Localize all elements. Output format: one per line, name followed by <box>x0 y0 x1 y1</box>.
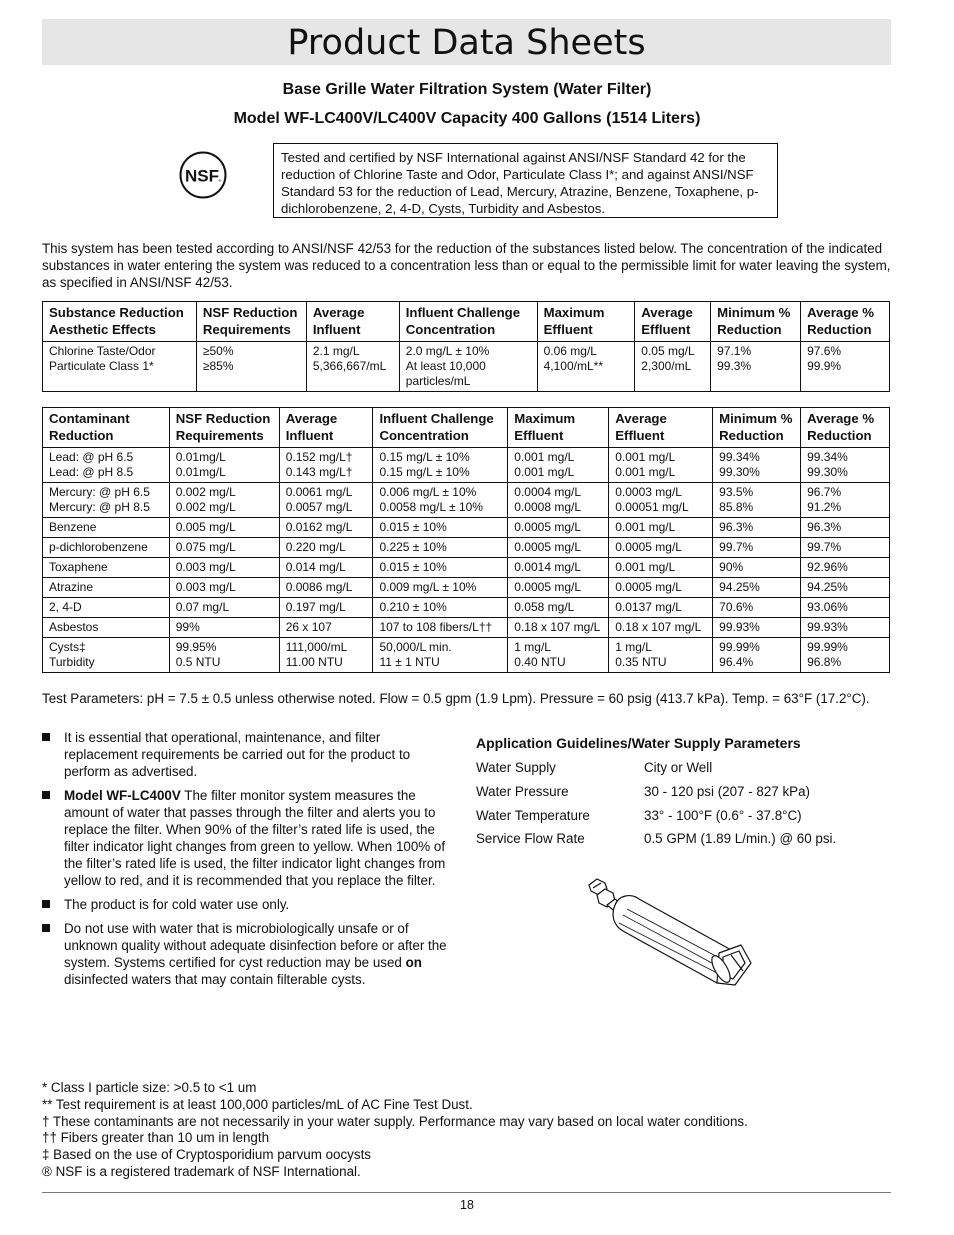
table-cell: 93.5% 85.8% <box>713 483 801 518</box>
table-row <box>43 538 890 558</box>
list-item: Model WF-LC400V The filter monitor system measures the amount of water that passes through the filter and alerts you to replace the filter. When 90% of the filter’s rated life is used, the filter indicator light changes from green to yellow. When 100% of the filter’s rated life is used, the filter indicator light changes from yellow to red, and it is recommended that you replace the filter. <box>42 787 457 889</box>
table-cell: 0.015 ± 10% <box>373 558 508 578</box>
list-item: It is essential that operational, maintenance, and filter replacement requirements be carried out for the product to perform as advertised. <box>42 729 457 780</box>
column-header: Average Effluent <box>609 408 713 448</box>
table-header-row <box>43 408 890 448</box>
table-cell: 99.34% 99.30% <box>801 448 890 483</box>
table-cell: 0.001 mg/L <box>609 518 713 538</box>
table-cell: 0.152 mg/L† 0.143 mg/L† <box>279 448 373 483</box>
table-cell: 107 to 108 fibers/L†† <box>373 618 508 638</box>
page-number: 18 <box>460 1198 474 1212</box>
certification-box: Tested and certified by NSF International against ANSI/NSF Standard 42 for the reduction of Chlorine Taste and Odor, Particulate Class I*; and against ANSI/NSF Standard 53 for the reduction of Lead, Mercury, Atrazine, Benzene, Toxaphene, p-dichlorobenzene, 2, 4-D, Cysts, Turbidity and Asbestos. <box>273 143 778 218</box>
table-row <box>43 558 890 578</box>
column-header: Average Influent <box>279 408 373 448</box>
column-header: Contaminant Reduction <box>43 408 170 448</box>
table-cell: 0.014 mg/L <box>279 558 373 578</box>
table-cell: 0.18 x 107 mg/L <box>609 618 713 638</box>
table-cell: 99.99% 96.4% <box>713 638 801 673</box>
application-guidelines-title: Application Guidelines/Water Supply Parameters <box>476 735 801 751</box>
table-row <box>43 448 890 483</box>
column-header: Average Influent <box>306 302 399 342</box>
footnotes <box>42 1080 892 1181</box>
table-cell: 0.18 x 107 mg/L <box>508 618 609 638</box>
table-cell: p-dichlorobenzene <box>43 538 170 558</box>
table-cell: 0.006 mg/L ± 10% 0.0058 mg/L ± 10% <box>373 483 508 518</box>
table-cell: 0.07 mg/L <box>169 598 279 618</box>
test-parameters: Test Parameters: pH = 7.5 ± 0.5 unless otherwise noted. Flow = 0.5 gpm (1.9 Lpm). Pressure = 60 psig (413.7 kPa). Temp. = 63°F (17.2°C). <box>42 691 870 706</box>
page-title: Product Data Sheets <box>287 23 646 63</box>
table-cell: Lead: @ pH 6.5 Lead: @ pH 8.5 <box>43 448 170 483</box>
table-cell: 97.6% 99.9% <box>801 342 890 392</box>
table-row <box>43 618 890 638</box>
table-cell: 99.95% 0.5 NTU <box>169 638 279 673</box>
table-cell: 96.3% <box>713 518 801 538</box>
table-cell: 2, 4-D <box>43 598 170 618</box>
column-header: Minimum % Reduction <box>713 408 801 448</box>
table-cell: 0.0061 mg/L 0.0057 mg/L <box>279 483 373 518</box>
table-cell: 0.009 mg/L ± 10% <box>373 578 508 598</box>
column-header: Influent Challenge Concentration <box>373 408 508 448</box>
table-cell: 0.0005 mg/L <box>609 538 713 558</box>
column-header: Maximum Effluent <box>537 302 635 342</box>
footnote: † These contaminants are not necessarily in your water supply. Performance may vary based on local water conditions. <box>42 1113 748 1129</box>
column-header: Average % Reduction <box>801 408 890 448</box>
table-cell: Toxaphene <box>43 558 170 578</box>
table-row <box>43 578 890 598</box>
column-header: Maximum Effluent <box>508 408 609 448</box>
footnote: * Class I particle size: >0.5 to <1 um <box>42 1080 257 1095</box>
bullet-square-icon <box>42 791 50 799</box>
table-row <box>43 518 890 538</box>
table-cell: 70.6% <box>713 598 801 618</box>
table-cell: 0.220 mg/L <box>279 538 373 558</box>
bullet-square-icon <box>42 900 50 908</box>
nsf-logo-text: NSF <box>185 166 219 186</box>
footnote: ® NSF is a registered trademark of NSF International. <box>42 1163 361 1179</box>
water-filter-illustration <box>583 875 755 993</box>
table-cell: 0.0003 mg/L 0.00051 mg/L <box>609 483 713 518</box>
table-cell: 0.0005 mg/L <box>609 578 713 598</box>
table-cell: 99% <box>169 618 279 638</box>
table-cell: 2.0 mg/L ± 10% At least 10,000 particles/mL <box>399 342 537 392</box>
column-header: NSF Reduction Requirements <box>169 408 279 448</box>
table-cell: 0.003 mg/L <box>169 578 279 598</box>
column-header: Average % Reduction <box>801 302 890 342</box>
table-cell: 0.0162 mg/L <box>279 518 373 538</box>
contaminant-reduction-table <box>42 407 890 673</box>
table-cell: 99.7% <box>713 538 801 558</box>
table-cell: 0.05 mg/L 2,300/mL <box>635 342 711 392</box>
model-subtitle: Model WF-LC400V/LC400V Capacity 400 Gallons (1514 Liters) <box>233 110 701 127</box>
intro-paragraph: This system has been tested according to ANSI/NSF 42/53 for the reduction of the substances listed below. The concentration of the indicated substances in water entering the system was reduced to a concentration less than or equal to the permissible limit for water leaving the system, as specified in ANSI/NSF 42/53. <box>42 241 891 290</box>
table-cell: 0.001 mg/L 0.001 mg/L <box>508 448 609 483</box>
table-cell: 0.0005 mg/L <box>508 518 609 538</box>
column-header: Average Effluent <box>635 302 711 342</box>
table-cell: ≥50% ≥85% <box>196 342 306 392</box>
bullet-square-icon <box>42 733 50 741</box>
table-cell: 0.0137 mg/L <box>609 598 713 618</box>
table-row <box>43 342 890 392</box>
table-cell: 26 x 107 <box>279 618 373 638</box>
table-cell: 0.003 mg/L <box>169 558 279 578</box>
table-cell: 99.93% <box>801 618 890 638</box>
table-cell: 0.001 mg/L <box>609 558 713 578</box>
svg-text:®: ® <box>218 178 222 183</box>
nsf-logo-icon <box>179 151 227 199</box>
table-cell: 0.0005 mg/L <box>508 538 609 558</box>
table-row <box>43 483 890 518</box>
table-cell: 1 mg/L 0.35 NTU <box>609 638 713 673</box>
table-cell: 0.015 ± 10% <box>373 518 508 538</box>
table-cell: 97.1% 99.3% <box>711 342 801 392</box>
table-cell: 0.01mg/L 0.01mg/L <box>169 448 279 483</box>
table-cell: 0.197 mg/L <box>279 598 373 618</box>
list-item: Do not use with water that is microbiologically unsafe or of unknown quality without adequate disinfection before or after the system. Systems certified for cyst reduction may be used on disinfected waters that may contain filterable cysts. <box>42 920 457 988</box>
table-cell: 2.1 mg/L 5,366,667/mL <box>306 342 399 392</box>
table-cell: Cysts‡ Turbidity <box>43 638 170 673</box>
table-cell: 0.075 mg/L <box>169 538 279 558</box>
table-cell: 0.0005 mg/L <box>508 578 609 598</box>
table-cell: 0.210 ± 10% <box>373 598 508 618</box>
table-cell: Atrazine <box>43 578 170 598</box>
header-bar <box>42 19 891 65</box>
table-cell: 0.002 mg/L 0.002 mg/L <box>169 483 279 518</box>
table-cell: Mercury: @ pH 6.5 Mercury: @ pH 8.5 <box>43 483 170 518</box>
bullet-square-icon <box>42 924 50 932</box>
table-cell: Asbestos <box>43 618 170 638</box>
aesthetic-effects-table <box>42 301 890 392</box>
list-item: The product is for cold water use only. <box>42 896 457 913</box>
product-subtitle: Base Grille Water Filtration System (Water Filter) <box>282 81 652 98</box>
footnote: ‡ Based on the use of Cryptosporidium parvum oocysts <box>42 1147 371 1163</box>
table-cell: 90% <box>713 558 801 578</box>
table-cell: 111,000/mL 11.00 NTU <box>279 638 373 673</box>
table-cell: 0.005 mg/L <box>169 518 279 538</box>
footnote: ** Test requirement is at least 100,000 particles/mL of AC Fine Test Dust. <box>42 1096 473 1112</box>
footer-divider <box>42 1192 891 1193</box>
table-cell: Benzene <box>43 518 170 538</box>
table-cell: 0.0086 mg/L <box>279 578 373 598</box>
table-cell: 0.225 ± 10% <box>373 538 508 558</box>
table-cell: 99.34% 99.30% <box>713 448 801 483</box>
table-row <box>43 638 890 673</box>
table-cell: 96.7% 91.2% <box>801 483 890 518</box>
table-cell: 99.93% <box>713 618 801 638</box>
table-cell: 99.99% 96.8% <box>801 638 890 673</box>
table-cell: 94.25% <box>801 578 890 598</box>
column-header: NSF Reduction Requirements <box>196 302 306 342</box>
table-cell: 96.3% <box>801 518 890 538</box>
table-cell: 0.0014 mg/L <box>508 558 609 578</box>
column-header: Minimum % Reduction <box>711 302 801 342</box>
table-cell: 0.001 mg/L 0.001 mg/L <box>609 448 713 483</box>
table-header-row <box>43 302 890 342</box>
column-header: Substance Reduction Aesthetic Effects <box>43 302 197 342</box>
footnote: †† Fibers greater than 10 um in length <box>42 1130 270 1146</box>
table-cell: 0.058 mg/L <box>508 598 609 618</box>
table-cell: 1 mg/L 0.40 NTU <box>508 638 609 673</box>
table-cell: 0.15 mg/L ± 10% 0.15 mg/L ± 10% <box>373 448 508 483</box>
table-cell: 94.25% <box>713 578 801 598</box>
notes-list <box>42 729 457 995</box>
column-header: Influent Challenge Concentration <box>399 302 537 342</box>
table-cell: 92.96% <box>801 558 890 578</box>
table-cell: 99.7% <box>801 538 890 558</box>
table-row <box>43 598 890 618</box>
table-cell: 50,000/L min. 11 ± 1 NTU <box>373 638 508 673</box>
table-cell: 93.06% <box>801 598 890 618</box>
table-cell: Chlorine Taste/Odor Particulate Class 1* <box>43 342 197 392</box>
table-cell: 0.0004 mg/L 0.0008 mg/L <box>508 483 609 518</box>
table-cell: 0.06 mg/L 4,100/mL** <box>537 342 635 392</box>
